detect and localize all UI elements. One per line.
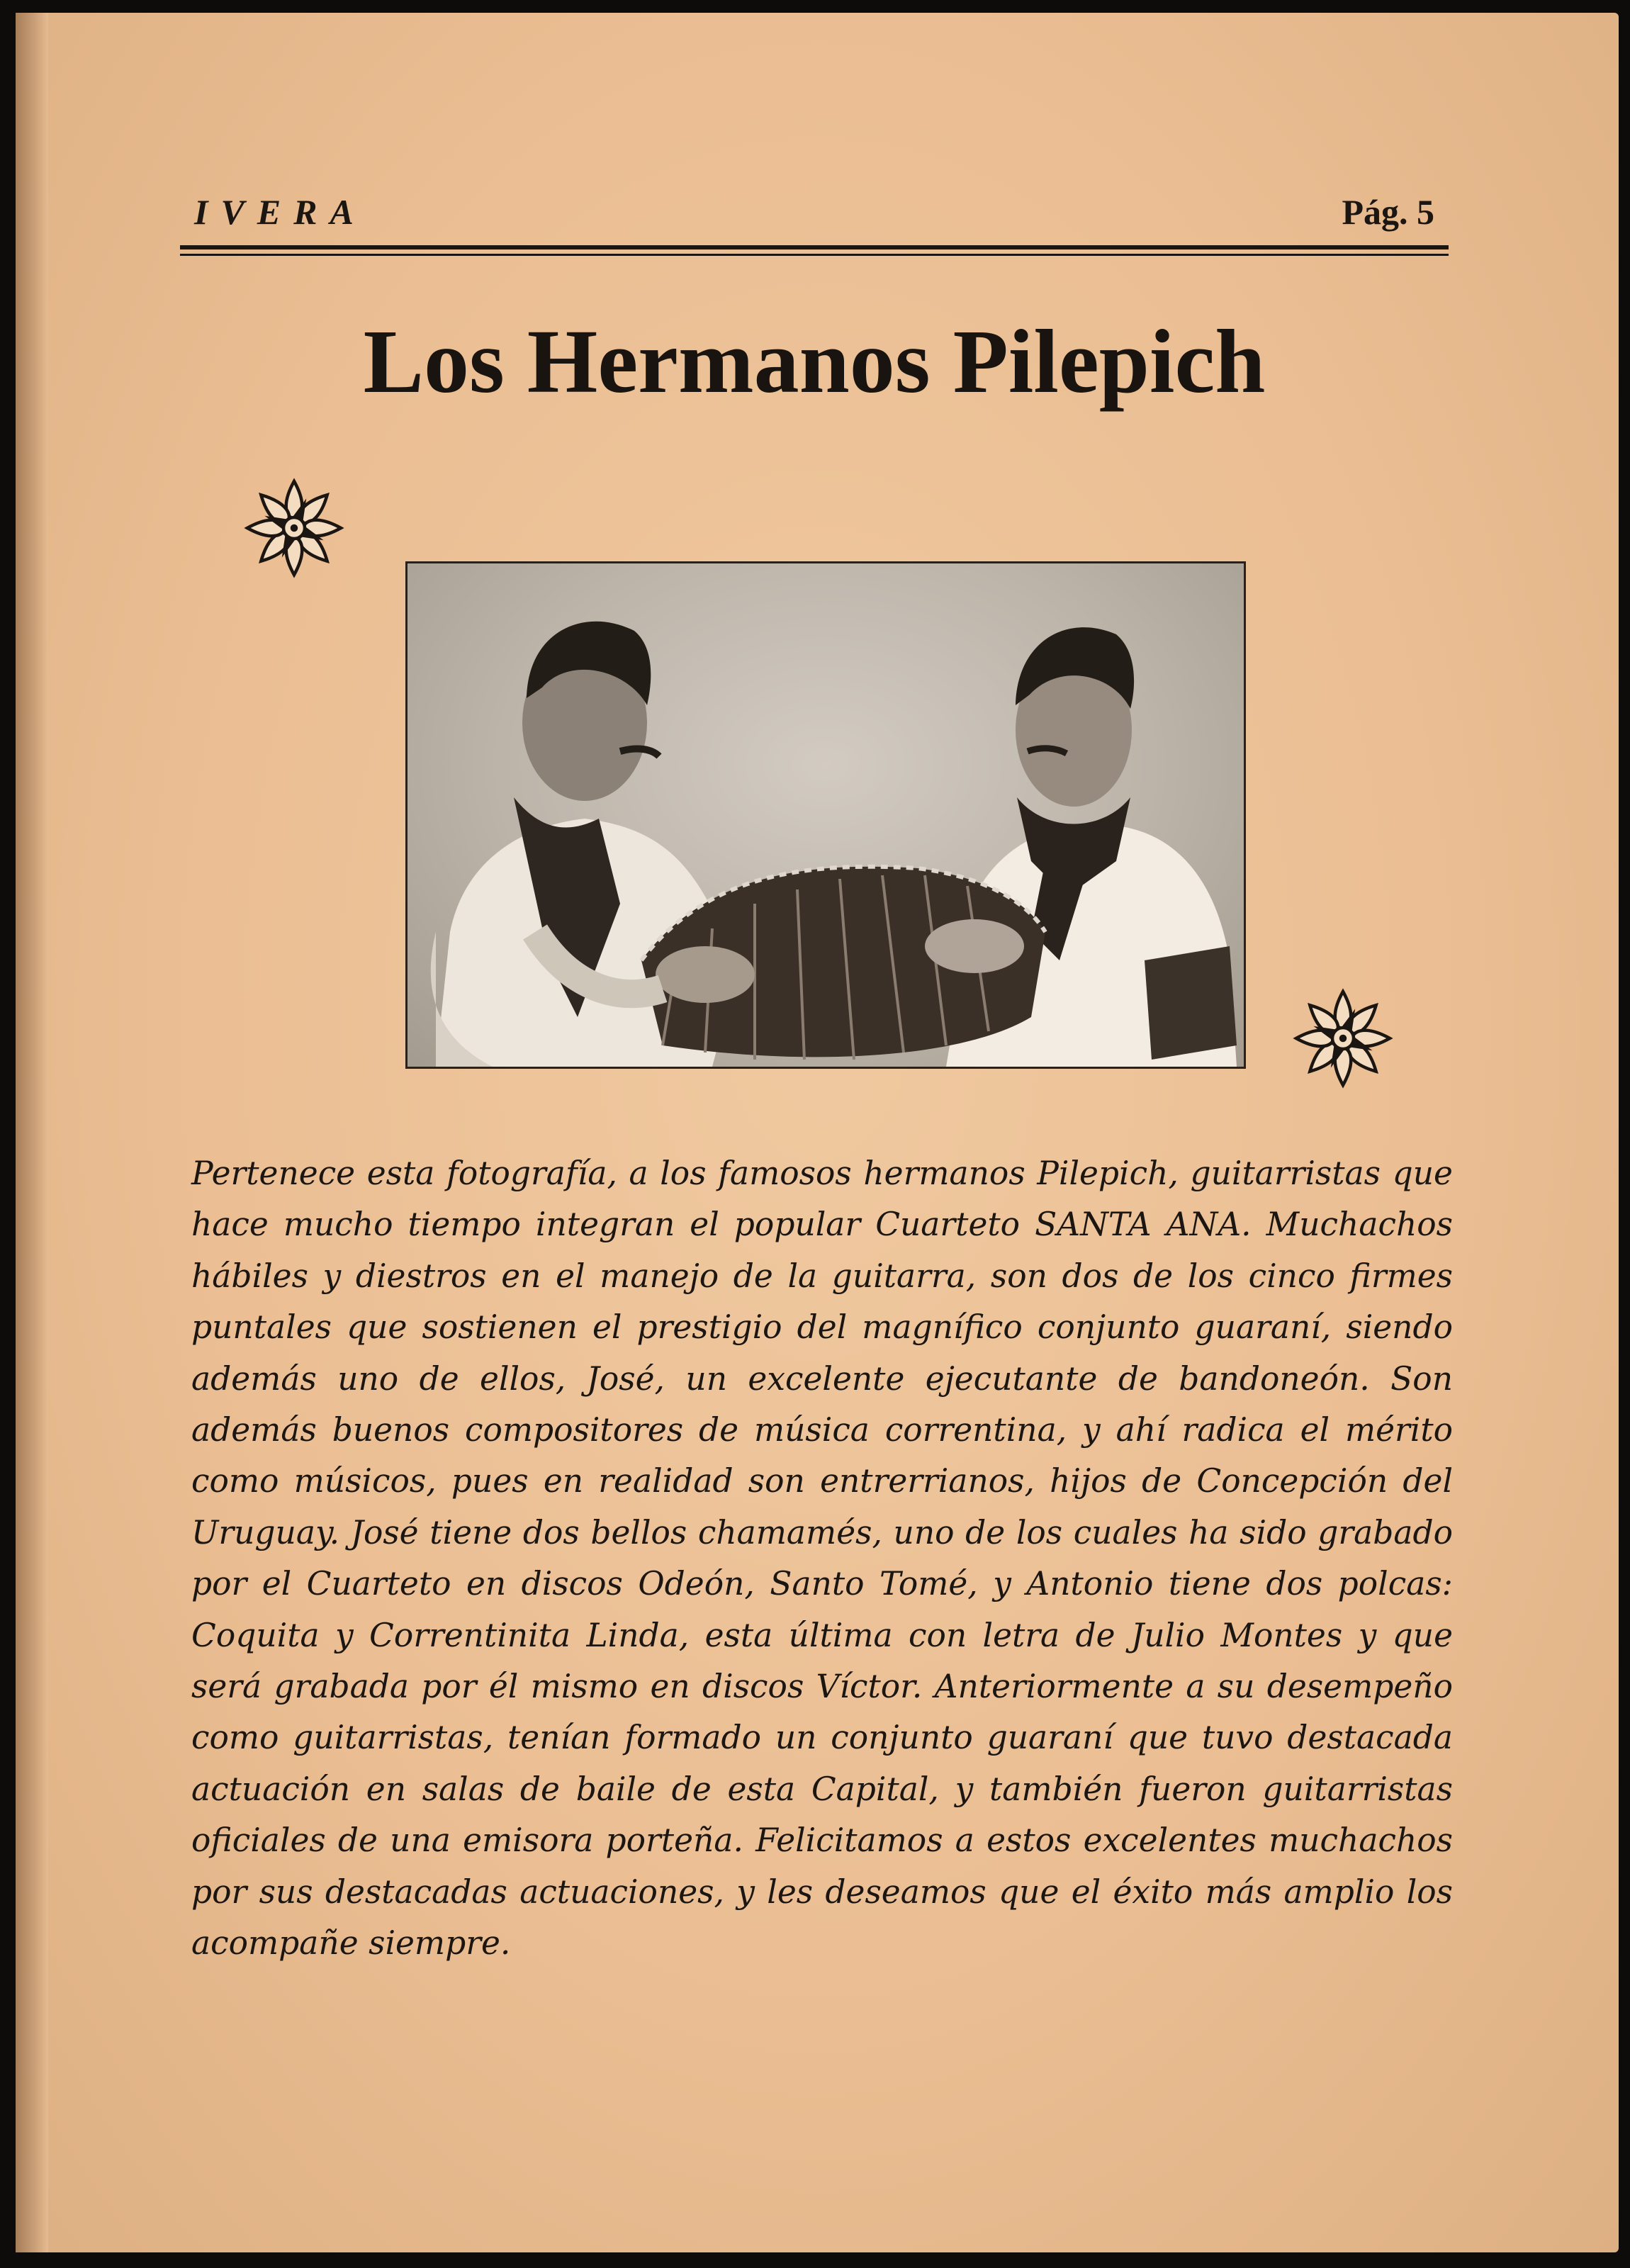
article-body: Pertenece esta fotografía, a los famosos hermanos Pilepich, guitarristas que hace mucho tiempo integran el popular Cuarteto SANTA ANA. Muchachos hábiles y diestros en el manejo de la guitarra, son dos de los cinco firmes puntales que sostienen el prestigio del magnífico conjunto guaraní, siendo además uno de ellos, José, un excelente ejecutante de bandoneón. Son además buenos compositores de música correntina, y ahí radica el mérito como músicos, pues en realidad son entrerrianos, hijos de Concepción del Uruguay. José tiene dos bellos chamamés, uno de los cuales ha sido grabado por el Cuarteto en discos Odeón, Santo Tomé, y Antonio tiene dos polcas: Coquita y Correntinita Linda, esta última con letra de Julio Montes y que será grabada por él mismo en discos Víctor. Anteriormente a su desempeño como guitarristas, tenían formado un conjunto guaraní que tuvo destacada actuación en salas de baile de esta Capital, y también fueron guitarristas oficiales de una emisora porteña. Felicitamos a estos excelentes muchachos por sus destacadas actuaciones, y les deseamos que el éxito más amplio los acompañe siempre. — [191, 1155, 1453, 1963]
journal-name: IVERA — [194, 192, 366, 232]
page-spine — [16, 13, 48, 2252]
header-rule-thin — [180, 254, 1449, 256]
musicians-photograph — [405, 561, 1246, 1069]
flower-ornament-icon — [1290, 985, 1396, 1091]
page-header — [180, 186, 1449, 242]
header-rule — [180, 245, 1449, 249]
flower-ornament-icon — [241, 475, 347, 581]
article-title: Los Hermanos Pilepich — [363, 311, 1266, 412]
page-number: Pág. 5 — [1342, 192, 1434, 232]
